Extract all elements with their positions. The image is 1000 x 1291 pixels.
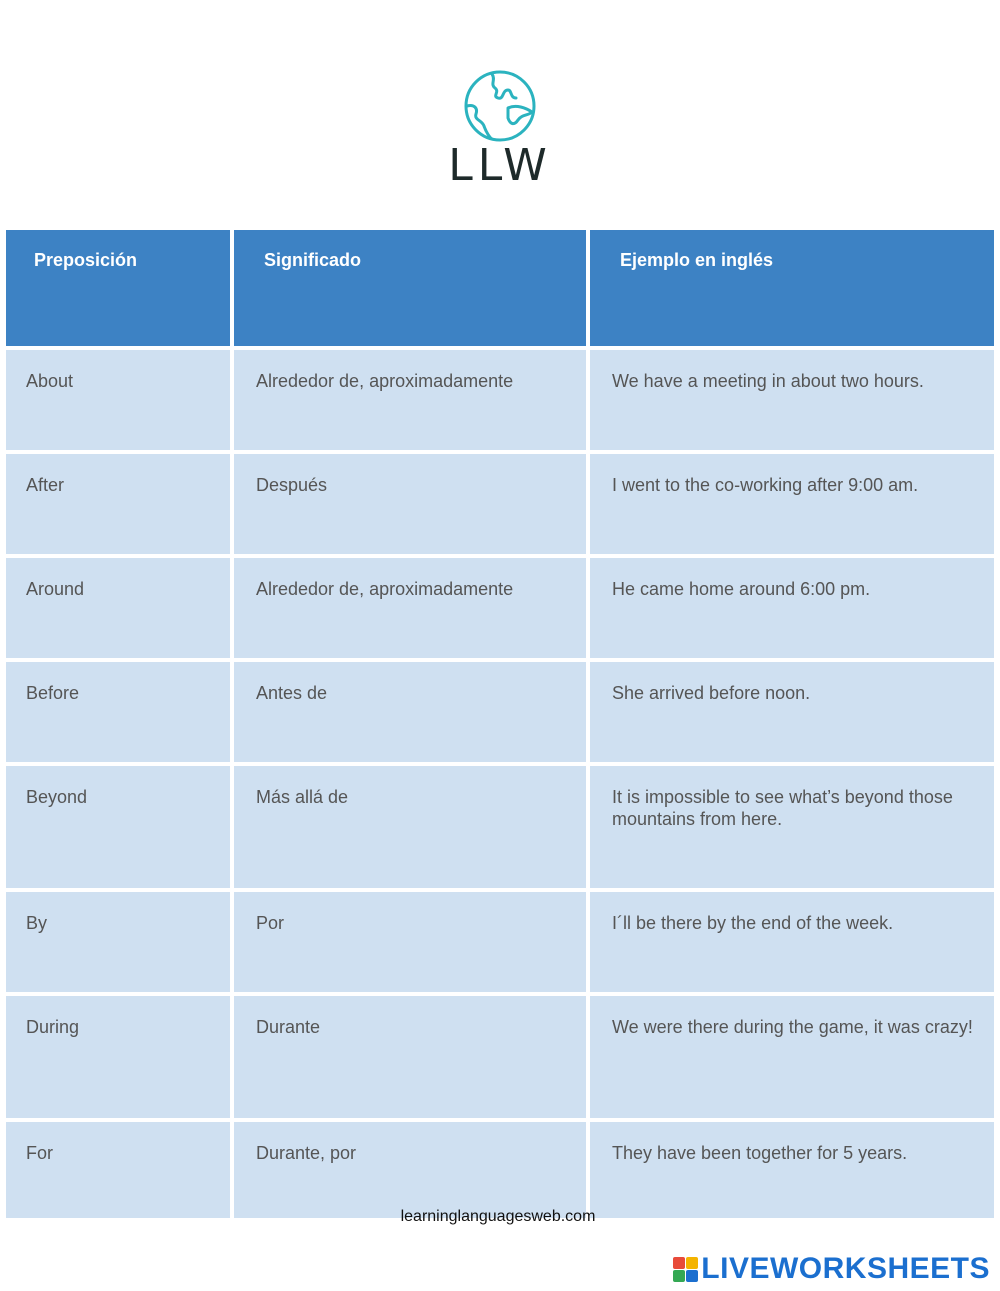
logo-text: LLW xyxy=(448,140,552,191)
cell-preposition: During xyxy=(6,996,230,1118)
liveworksheets-logo-icon xyxy=(673,1257,698,1282)
table-row xyxy=(6,558,994,658)
cell-preposition: Around xyxy=(6,558,230,658)
cell-example: I´ll be there by the end of the week. xyxy=(590,892,994,992)
cell-preposition: By xyxy=(6,892,230,992)
header-example: Ejemplo en inglés xyxy=(590,230,994,346)
cell-example: They have been together for 5 years. xyxy=(590,1122,994,1218)
prepositions-table xyxy=(2,226,998,1222)
cell-meaning: Después xyxy=(234,454,586,554)
table-row xyxy=(6,1122,994,1218)
cell-preposition: Beyond xyxy=(6,766,230,888)
cell-meaning: Alrededor de, aproximadamente xyxy=(234,350,586,450)
cell-example: It is impossible to see what’s beyond those mountains from here. xyxy=(590,766,994,888)
llw-logo xyxy=(0,68,1000,191)
table-row xyxy=(6,766,994,888)
cell-example: She arrived before noon. xyxy=(590,662,994,762)
cell-example: I went to the co-working after 9:00 am. xyxy=(590,454,994,554)
header-meaning: Significado xyxy=(234,230,586,346)
table-header-row xyxy=(6,230,994,346)
globe-icon xyxy=(462,68,538,144)
cell-preposition: Before xyxy=(6,662,230,762)
cell-meaning: Más allá de xyxy=(234,766,586,888)
table-row xyxy=(6,662,994,762)
liveworksheets-wordmark: LIVEWORKSHEETS xyxy=(701,1252,990,1285)
cell-preposition: About xyxy=(6,350,230,450)
cell-example: He came home around 6:00 pm. xyxy=(590,558,994,658)
cell-meaning: Alrededor de, aproximadamente xyxy=(234,558,586,658)
cell-meaning: Durante, por xyxy=(234,1122,586,1218)
cell-meaning: Antes de xyxy=(234,662,586,762)
cell-meaning: Por xyxy=(234,892,586,992)
table-row xyxy=(6,454,994,554)
cell-preposition: For xyxy=(6,1122,230,1218)
table-row xyxy=(6,996,994,1118)
footer-url: learninglanguagesweb.com xyxy=(400,1208,596,1225)
header-preposition: Preposición xyxy=(6,230,230,346)
table-row xyxy=(6,350,994,450)
liveworksheets-brand xyxy=(673,1254,990,1284)
cell-example: We were there during the game, it was crazy! xyxy=(590,996,994,1118)
table-row xyxy=(6,892,994,992)
cell-preposition: After xyxy=(6,454,230,554)
cell-meaning: Durante xyxy=(234,996,586,1118)
cell-example: We have a meeting in about two hours. xyxy=(590,350,994,450)
